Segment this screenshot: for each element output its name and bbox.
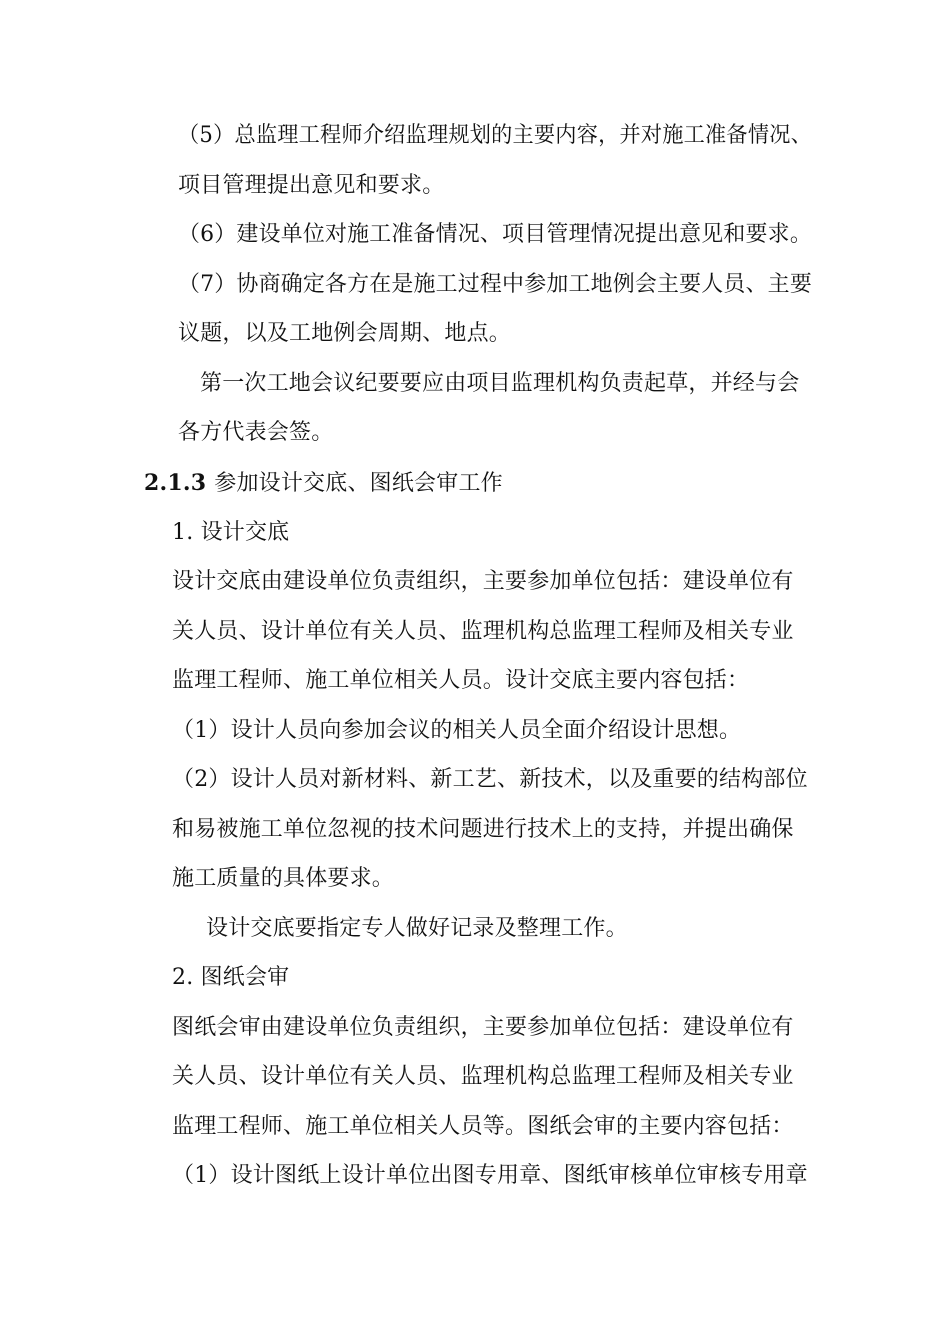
text-line: （1）设计人员向参加会议的相关人员全面介绍设计思想。 [172,718,742,743]
section-number: 2.1.3 [144,470,207,496]
text-line: 议题，以及工地例会周期、地点。 [178,321,512,346]
text-line: 监理工程师、施工单位相关人员等。图纸会审的主要内容包括： [172,1114,794,1139]
text-line: 施工质量的具体要求。 [172,866,395,891]
text-line: 和易被施工单位忽视的技术问题进行技术上的支持，并提出确保 [172,817,794,842]
text-line: （2）设计人员对新材料、新工艺、新技术，以及重要的结构部位 [172,767,808,792]
section-heading [144,468,503,499]
text-line: （5）总监理工程师介绍监理规划的主要内容，并对施工准备情况、 [178,123,812,148]
text-line: 设计交底要指定专人做好记录及整理工作。 [206,916,628,941]
section-title: 参加设计交底、图纸会审工作 [214,471,503,496]
subsection-title: 1. 设计交底 [172,520,290,545]
text-line: 各方代表会签。 [178,420,334,445]
text-line: （6）建设单位对施工准备情况、项目管理情况提出意见和要求。 [178,222,812,247]
text-line: 关人员、设计单位有关人员、监理机构总监理工程师及相关专业 [172,619,794,644]
text-line: 设计交底由建设单位负责组织，主要参加单位包括：建设单位有 [172,569,794,594]
text-line: （7）协商确定各方在是施工过程中参加工地例会主要人员、主要 [178,272,812,297]
text-line: （1）设计图纸上设计单位出图专用章、图纸审核单位审核专用章 [172,1163,808,1188]
text-line: 项目管理提出意见和要求。 [178,173,445,198]
subsection-title: 2. 图纸会审 [172,965,290,990]
text-line: 第一次工地会议纪要要应由项目监理机构负责起草，并经与会 [200,371,800,396]
text-line: 图纸会审由建设单位负责组织，主要参加单位包括：建设单位有 [172,1015,794,1040]
text-line: 关人员、设计单位有关人员、监理机构总监理工程师及相关专业 [172,1064,794,1089]
text-line: 监理工程师、施工单位相关人员。设计交底主要内容包括： [172,668,750,693]
